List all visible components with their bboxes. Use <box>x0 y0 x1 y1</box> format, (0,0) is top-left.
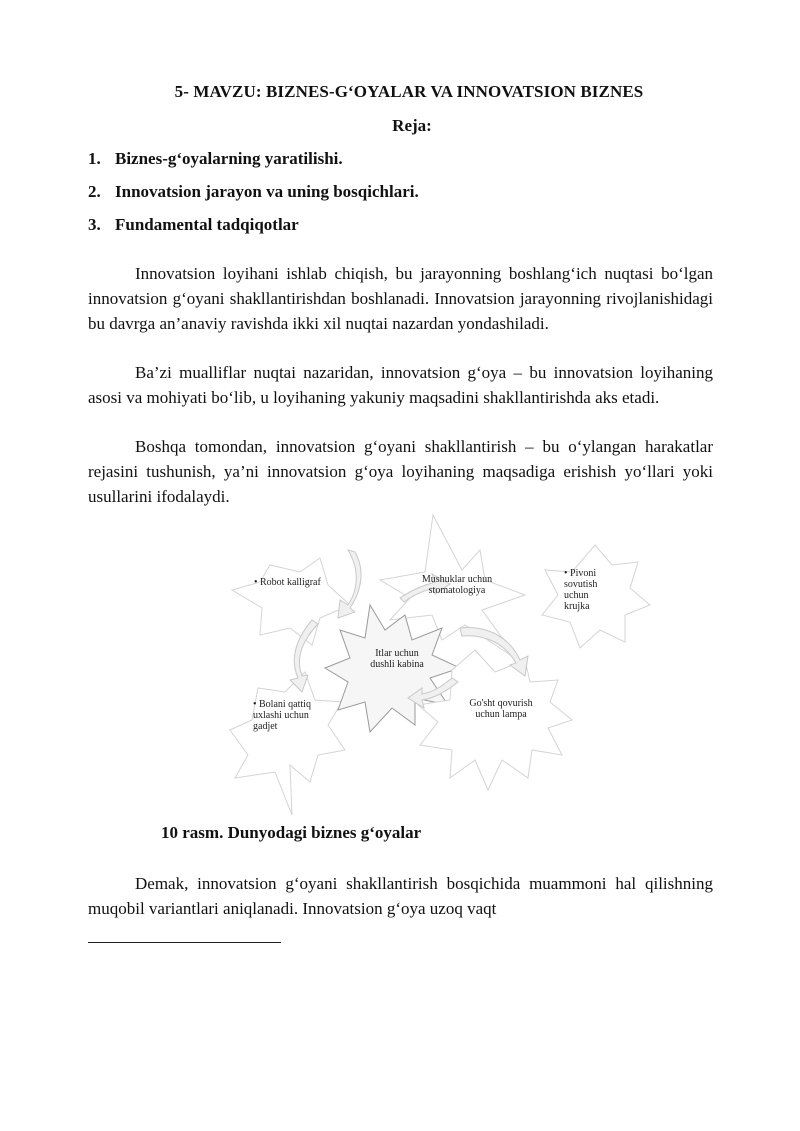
plan-list <box>88 150 419 249</box>
idea-label-robot: • Robot kalligraf <box>254 577 321 588</box>
plan-item: 1. Biznes-g‘oyalarning yaratilishi. <box>88 149 343 168</box>
paragraph: Ba’zi mualliflar nuqtai nazaridan, innovatsion g‘oya – bu innovatsion loyihaning asosi va mohiyati bo‘lib, u loyihaning yakuniy maqsadini shakllantirishda aks etadi. <box>88 363 713 407</box>
figure-caption: 10 rasm. Dunyodagi biznes g‘oyalar <box>161 823 422 842</box>
paragraph: Innovatsion loyihani ishlab chiqish, bu jarayonning boshlang‘ich nuqtasi bo‘lgan innovatsion g‘oyani shakllantirishdan boshlanadi. Innovatsion jarayonning rivojlanishidagi bu davrga an’anaviy ravishda ikki xil nuqtai nazardan yondashiladi. <box>88 264 713 333</box>
plan-item: 3. Fundamental tadqiqotlar <box>88 215 299 234</box>
paragraph: Boshqa tomondan, innovatsion g‘oyani shakllantirish – bu o‘ylangan harakatlar rejasini tushunish, ya’ni innovatsion g‘oya loyihaning maqsadiga erishish yo‘llari yoki usullarini ifodalaydi. <box>88 437 713 506</box>
idea-star-robot <box>232 558 350 645</box>
diagram-graphic <box>220 510 660 820</box>
business-ideas-diagram <box>220 510 660 820</box>
page-title: 5- MAVZU: BIZNES-G‘OYALAR VA INNOVATSION BIZNES <box>174 82 644 101</box>
cycle-arrow <box>338 550 361 618</box>
idea-label-dental: Mushuklar uchun stomatologiya <box>421 574 493 596</box>
plan-item: 2. Innovatsion jarayon va uning bosqichlari. <box>88 182 419 201</box>
idea-label-beer: • Pivoni sovutish uchun krujka <box>564 568 598 612</box>
idea-label-meat: Go'sht qovurish uchun lampa <box>469 698 533 720</box>
plan-label: Reja: <box>392 116 432 135</box>
footnote-separator <box>88 942 281 943</box>
idea-label-child: • Bolani qattiq uxlashi uchun gadjet <box>253 699 311 732</box>
idea-star-child <box>230 672 345 815</box>
center-label: Itlar uchun dushli kabina <box>370 648 424 670</box>
paragraph: Demak, innovatsion g‘oyani shakllantirish bosqichida muammoni hal qilishning muqobil variantlari aniqlanadi. Innovatsion g‘oya uzoq vaqt <box>88 874 713 918</box>
